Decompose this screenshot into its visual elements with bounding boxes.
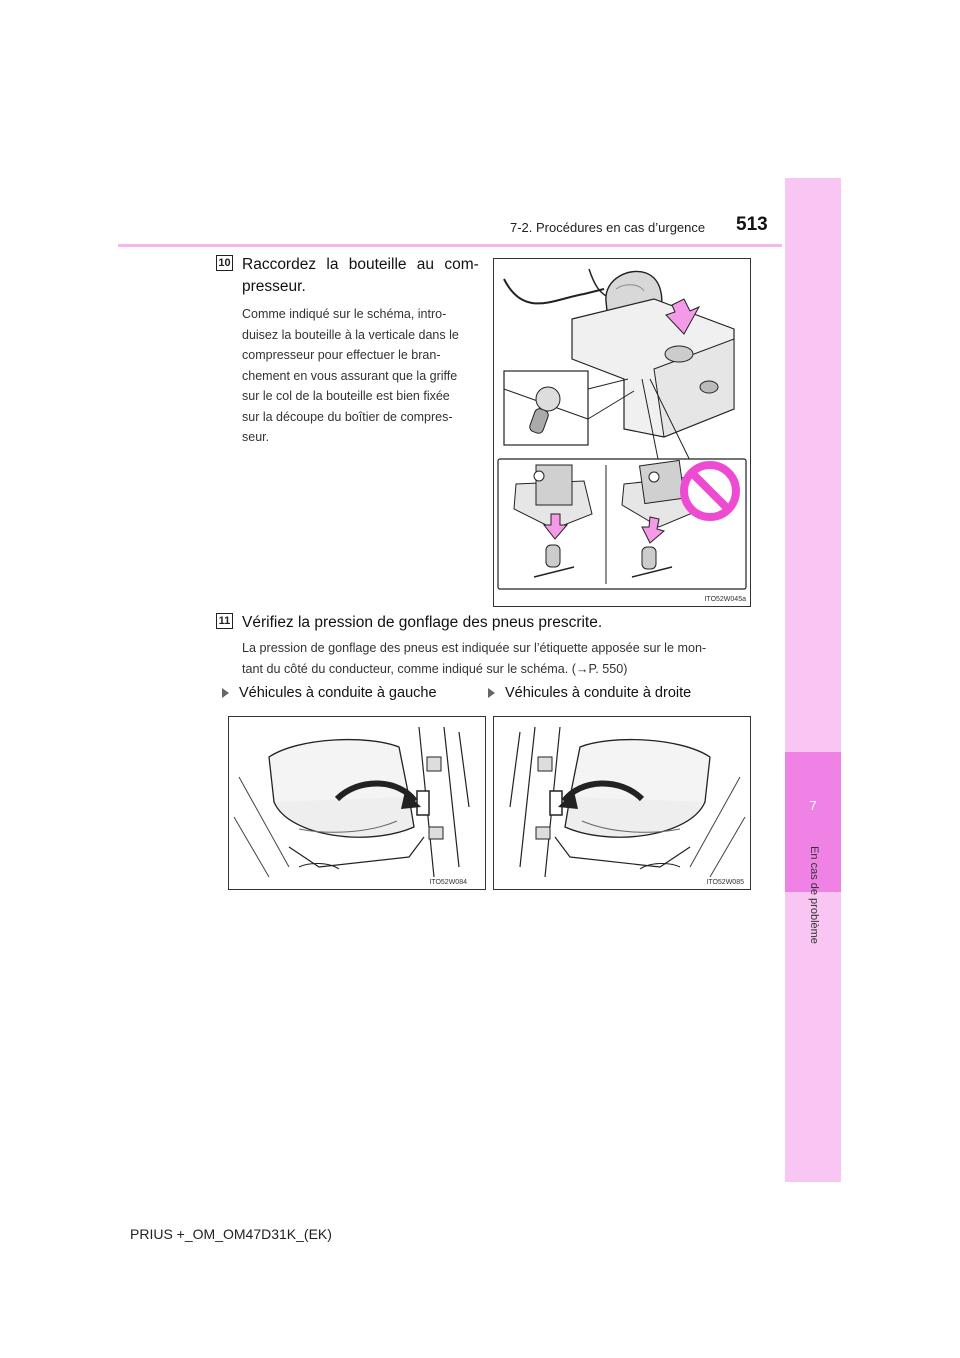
body-line: La pression de gonflage des pneus est indiquée sur l’étiquette apposée sur le mon- [242, 641, 707, 655]
body-line: seur. [242, 430, 270, 444]
page-number: 513 [736, 214, 768, 235]
lhd-seat-figure [228, 716, 486, 890]
step-title-line-2: presseur. [242, 278, 306, 295]
step-title-line-1 [242, 254, 479, 276]
step-description [242, 638, 762, 679]
triangle-bullet-icon [222, 688, 229, 698]
figure-code: ITO52W084 [429, 879, 467, 886]
header-rule [118, 244, 782, 247]
body-line: sur la découpe du boîtier de compres- [242, 409, 453, 424]
triangle-bullet-icon [488, 688, 495, 698]
step-number-badge: 11 [216, 613, 233, 629]
compressor-bottle-illustration [494, 259, 750, 606]
chapter-label: En cas de problème [808, 846, 820, 944]
body-line: Comme indiqué sur le schéma, intro- [242, 307, 447, 321]
rhd-heading-text: Véhicules à conduite à droite [505, 685, 692, 701]
lhd-heading [222, 685, 437, 701]
body-line: duisez la bouteille à la verticale dans le [242, 327, 459, 342]
lhd-heading-text: Véhicules à conduite à gauche [239, 685, 437, 701]
figure-code: ITO52W085 [706, 879, 744, 886]
body-line: tant du côté du conducteur, comme indiqué sur le schéma. (→P. 550) [242, 661, 628, 676]
body-line: sur le col de la bouteille est bien fixée [242, 389, 450, 403]
compressor-bottle-figure [493, 258, 751, 607]
step-number-badge: 10 [216, 255, 233, 271]
chapter-side-band [785, 178, 841, 1182]
section-title: 7-2. Procédures en cas d’urgence [510, 220, 706, 235]
body-line: chement en vous assurant que la griffe [242, 368, 458, 383]
step-title [242, 254, 479, 298]
rhd-seat-illustration [494, 717, 750, 889]
step-title-text: Raccordez la bouteille au com- [242, 256, 479, 273]
lhd-seat-illustration [229, 717, 485, 889]
step-description [242, 304, 466, 448]
rhd-seat-figure [493, 716, 751, 890]
figure-code: ITO52W045a [704, 596, 746, 603]
rhd-heading [488, 685, 691, 701]
step-title: Vérifiez la pression de gonflage des pneus prescrite. [242, 614, 603, 631]
model-footer: PRIUS +_OM_OM47D31K_(EK) [130, 1226, 332, 1242]
chapter-number: 7 [809, 798, 817, 813]
body-line: compresseur pour effectuer le bran- [242, 348, 441, 362]
